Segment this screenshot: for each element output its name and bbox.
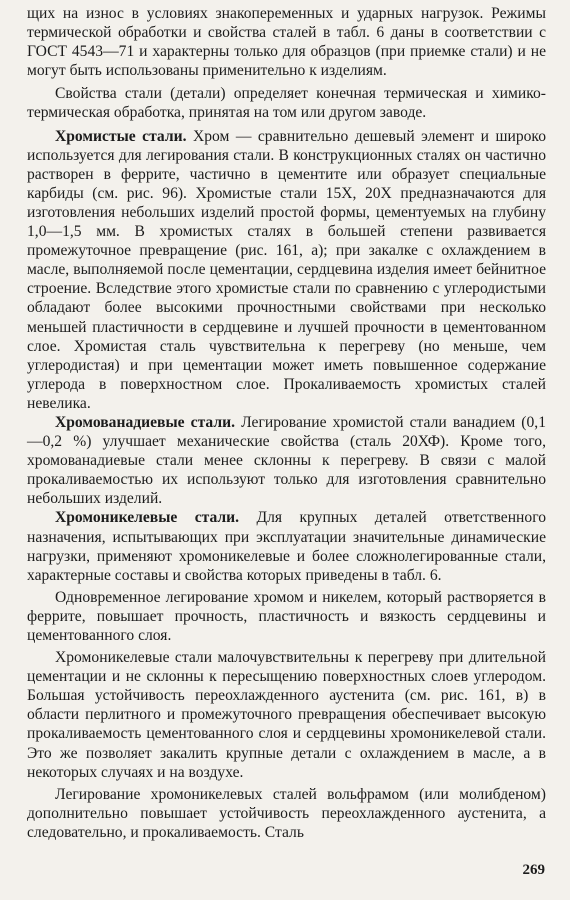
paragraph-tungsten (27, 785, 546, 842)
paragraph-text: щих на износ в условиях знакопеременных и ударных нагрузок. Режимы термической обработки и свойства сталей в табл. 6 даны в соответствии с ГОСТ 4543—71 и характерны только для образцов (при приемке стали) и не могут быть использованы применительно к изделиям. (27, 5, 546, 80)
paragraph-overheating (27, 648, 546, 782)
paragraph-properties (27, 84, 546, 122)
section-chromium-steels (27, 127, 546, 413)
paragraph-text: Для крупных деталей ответственного назначения, испытывающих при эксплуатации значительные динамические нагрузки, применяют хромоникелевые и более сложнолегированные стали, характерные составы и свойства которых приведены в табл. 6. (27, 509, 547, 584)
section-heading: Хромованадиевые стали. (55, 413, 235, 431)
paragraph-text: Хром — сравнительно дешевый элемент и широко используется для легирования стали. В конструкционных сталях он частично растворен в феррите, частично в цементите или образует специальные карбиды (см. рис. 96). Хромистые стали 15Х, 20Х предназначаются для изготовления небольших изделий простой формы, цементуемых на глубину 1,0—1,5 мм. В хромистых сталях в большей степени развивается промежуточное превращение (рис. 161, а); при закалке с охлаждением в масле, выполняемой после цементации, сердцевина изделия имеет бейнитное строение. Вследствие этого хромистые стали по сравнению с углеродистыми обладают более высокими прочностными свойствами при несколько меньшей пластичности в сердцевине и лучшей прочности в цементованном слое. Хромистая сталь чувствительна к перегреву (но меньше, чем углеродистая) и при цементации может иметь повышенное содержание углерода в поверхностном слое. Прокаливаемость хромистых сталей невелика. (27, 127, 546, 412)
section-chromium-nickel-steels (27, 508, 546, 584)
paragraph-text: Свойства стали (детали) определяет конечная термическая и химико-термическая обработка, принятая на том или другом заводе. (27, 85, 546, 122)
paragraph-alloying (27, 588, 546, 645)
section-heading: Хромоникелевые стали. (55, 509, 240, 527)
paragraph-text: Легирование хромистой стали ванадием (0,1—0,2 %) улучшает механические свойства (сталь 20ХФ). Кроме того, хромованадиевые стали менее склонны к перегреву. В связи с малой прокаливаемостью их используют только для изготовления сравнительно небольших изделий. (27, 413, 546, 508)
section-chromium-vanadium-steels (27, 413, 546, 508)
section-heading: Хромистые стали. (55, 127, 187, 145)
paragraph-text: Хромоникелевые стали малочувствительны к перегреву при длительной цементации и не склонны к пересыщению поверхностных слоев углеродом. Большая устойчивость переохлажденного аустенита (см. рис. 161, в) в области перлитного и промежуточного превращения обеспечивает высокую прокаливаемость цементованного слоя и сердцевины хромоникелевой стали. Это же позволяет закалить крупные детали с охлаждением в масле, а в некоторых случаях и на воздухе. (27, 649, 546, 781)
paragraph-text: Легирование хромоникелевых сталей вольфрамом (или молибденом) дополнительно повышает устойчивость переохлажденного аустенита, а следовательно, и прокаливаемость. Сталь (27, 785, 546, 841)
paragraph-continuation (27, 4, 546, 80)
paragraph-text: Одновременное легирование хромом и никелем, который растворяется в феррите, повышает прочность, пластичность и вязкость сердцевины и цементованного слоя. (27, 588, 546, 644)
page-number: 269 (522, 862, 545, 878)
